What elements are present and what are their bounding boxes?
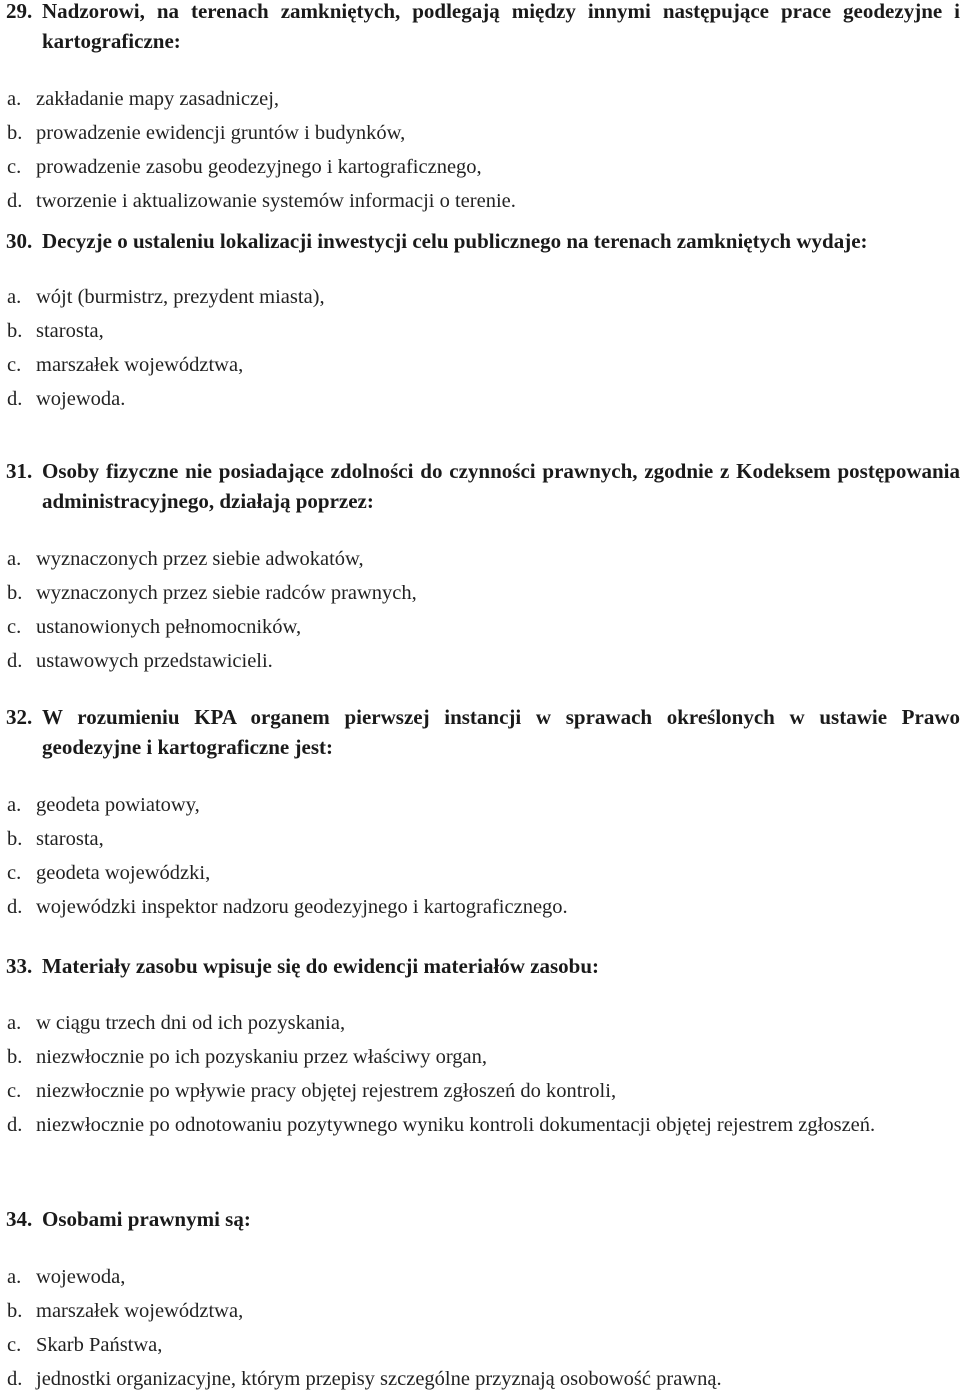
option-text: jednostki organizacyjne, którym przepisy szczególne przyznają osobowość prawną. <box>36 1368 722 1390</box>
question-text: Osobami prawnymi są: <box>42 1207 251 1231</box>
answer-option-d <box>6 644 960 678</box>
question-34 <box>6 1204 960 1396</box>
answer-option-a <box>6 542 960 576</box>
question-number: 34. <box>6 1207 33 1231</box>
answer-option-d <box>6 184 960 218</box>
option-text: wojewoda, <box>36 1266 126 1288</box>
answer-option-b <box>6 116 960 150</box>
answer-option-c <box>6 348 960 382</box>
option-text: starosta, <box>36 828 104 850</box>
option-letter: c. <box>7 1080 22 1102</box>
option-letter: b. <box>7 320 23 342</box>
question-text: Materiały zasobu wpisuje się do ewidencji materiałów zasobu: <box>42 954 600 978</box>
option-text: niezwłocznie po odnotowaniu pozytywnego wyniku kontroli dokumentacji objętej rejestrem zgłoszeń. <box>36 1114 876 1136</box>
option-text: zakładanie mapy zasadniczej, <box>36 88 280 110</box>
question-header <box>6 0 960 56</box>
option-letter: d. <box>7 388 23 410</box>
option-letter: d. <box>7 1368 23 1390</box>
option-letter: c. <box>7 354 22 376</box>
option-letter: c. <box>7 616 22 638</box>
option-letter: c. <box>7 862 22 884</box>
option-letter: a. <box>7 548 22 570</box>
answer-option-a <box>6 1260 960 1294</box>
question-text: Osoby fizyczne nie posiadające zdolności do czynności prawnych, zgodnie z Kodeksem postępowania administracyjnego, działają poprzez: <box>42 459 960 513</box>
answer-options <box>6 280 960 416</box>
answer-option-c <box>6 856 960 890</box>
option-text: niezwłocznie po ich pozyskaniu przez właściwy organ, <box>36 1046 488 1068</box>
answer-options <box>6 82 960 218</box>
option-letter: d. <box>7 1114 23 1136</box>
option-text: prowadzenie zasobu geodezyjnego i kartograficznego, <box>36 156 482 178</box>
question-number: 29. <box>6 0 33 23</box>
answer-option-c <box>6 610 960 644</box>
answer-option-d <box>6 382 960 416</box>
option-letter: b. <box>7 1300 23 1322</box>
question-number: 33. <box>6 954 33 978</box>
answer-option-c <box>6 1074 960 1108</box>
option-letter: c. <box>7 156 22 178</box>
option-text: wojewoda. <box>36 388 126 410</box>
question-number: 32. <box>6 705 33 729</box>
question-header <box>6 951 960 981</box>
option-letter: d. <box>7 650 23 672</box>
option-letter: a. <box>7 1012 22 1034</box>
answer-option-a <box>6 1006 960 1040</box>
option-text: ustanowionych pełnomocników, <box>36 616 302 638</box>
option-letter: d. <box>7 190 23 212</box>
answer-options <box>6 542 960 678</box>
option-letter: b. <box>7 828 23 850</box>
question-33 <box>6 951 960 1142</box>
question-header <box>6 1204 960 1234</box>
answer-option-d <box>6 1108 960 1142</box>
question-31 <box>6 456 960 678</box>
option-letter: a. <box>7 794 22 816</box>
answer-option-a <box>6 280 960 314</box>
option-letter: a. <box>7 1266 22 1288</box>
option-text: marszałek województwa, <box>36 1300 244 1322</box>
answer-option-b <box>6 576 960 610</box>
question-30 <box>6 226 960 416</box>
option-text: starosta, <box>36 320 104 342</box>
question-text: Decyzje o ustaleniu lokalizacji inwestycji celu publicznego na terenach zamkniętych wydaje: <box>42 229 868 253</box>
answer-option-b <box>6 314 960 348</box>
option-text: geodeta wojewódzki, <box>36 862 211 884</box>
option-letter: b. <box>7 1046 23 1068</box>
question-text: Nadzorowi, na terenach zamkniętych, podlegają między innymi następujące prace geodezyjne i kartograficzne: <box>42 0 960 53</box>
option-text: niezwłocznie po wpływie pracy objętej rejestrem zgłoszeń do kontroli, <box>36 1080 617 1102</box>
option-letter: a. <box>7 286 22 308</box>
option-letter: b. <box>7 122 23 144</box>
question-number: 31. <box>6 459 33 483</box>
option-letter: a. <box>7 88 22 110</box>
option-text: tworzenie i aktualizowanie systemów informacji o terenie. <box>36 190 516 212</box>
option-text: wójt (burmistrz, prezydent miasta), <box>36 286 325 308</box>
question-29 <box>6 0 960 218</box>
question-header <box>6 226 960 256</box>
option-text: w ciągu trzech dni od ich pozyskania, <box>36 1012 346 1034</box>
answer-options <box>6 788 960 924</box>
question-32 <box>6 702 960 924</box>
answer-options <box>6 1260 960 1396</box>
answer-option-c <box>6 1328 960 1362</box>
answer-option-b <box>6 822 960 856</box>
option-text: Skarb Państwa, <box>36 1334 163 1356</box>
option-text: ustawowych przedstawicieli. <box>36 650 273 672</box>
option-text: wyznaczonych przez siebie radców prawnych, <box>36 582 417 604</box>
answer-options <box>6 1006 960 1142</box>
answer-option-a <box>6 82 960 116</box>
option-text: wyznaczonych przez siebie adwokatów, <box>36 548 364 570</box>
question-header <box>6 702 960 762</box>
option-letter: d. <box>7 896 23 918</box>
option-text: prowadzenie ewidencji gruntów i budynków, <box>36 122 406 144</box>
option-letter: b. <box>7 582 23 604</box>
answer-option-b <box>6 1294 960 1328</box>
option-text: wojewódzki inspektor nadzoru geodezyjnego i kartograficznego. <box>36 896 568 918</box>
answer-option-c <box>6 150 960 184</box>
answer-option-b <box>6 1040 960 1074</box>
question-text: W rozumieniu KPA organem pierwszej instancji w sprawach określonych w ustawie Prawo geodezyjne i kartograficzne jest: <box>42 705 960 759</box>
option-letter: c. <box>7 1334 22 1356</box>
option-text: geodeta powiatowy, <box>36 794 200 816</box>
option-text: marszałek województwa, <box>36 354 244 376</box>
answer-option-a <box>6 788 960 822</box>
answer-option-d <box>6 890 960 924</box>
question-header <box>6 456 960 516</box>
question-number: 30. <box>6 229 33 253</box>
answer-option-d <box>6 1362 960 1396</box>
